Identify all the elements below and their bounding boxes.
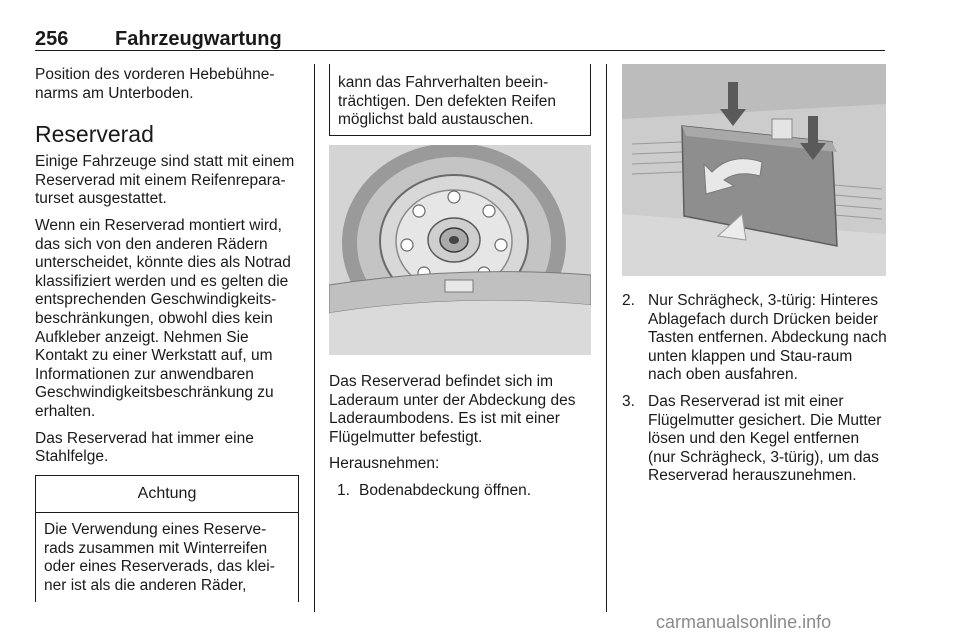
section-heading: Reserverad [35, 121, 154, 148]
warning-title: Achtung [36, 476, 298, 514]
step-number: 3. [622, 392, 635, 410]
storage-compartment-illustration [622, 64, 886, 276]
page-header [35, 28, 885, 52]
spare-wheel-illustration [329, 145, 591, 355]
column-divider-1 [314, 64, 315, 612]
column-3-text [622, 292, 888, 494]
paragraph: Einige Fahrzeuge sind statt mit einem Reserverad mit einem Reifenrepara-turset ausgestattet. [35, 153, 295, 208]
step-2 [622, 292, 888, 385]
spare-wheel-icon [329, 145, 591, 355]
watermark: carmanualsonline.info [656, 612, 832, 632]
storage-tray-icon [622, 64, 886, 276]
header-rule [35, 50, 885, 51]
paragraph: Wenn ein Reserverad montiert wird, das sich von den anderen Rädern unterscheidet, könnte dies als Notrad klassifiziert werden und es gelten die entsprechenden Geschwindigkeits-beschränkungen, obwohl dies kein Aufkleber anzeigt. Nehmen Sie Kontakt zu einer Werkstatt auf, um Informationen zur anwendbaren Geschwindigkeitsbeschränkung zu erhalten. [35, 216, 291, 420]
warning-continuation: kann das Fahrverhalten beein-trächtigen. Den defekten Reifen möglichst bald austauschen. [329, 64, 591, 136]
column-1 [35, 66, 299, 602]
step-number: 2. [622, 292, 635, 309]
step-text: Nur Schrägheck, 3-türig: Hinteres Ablagefach durch Drücken beider Tasten entfernen. Abdeckung nach unten klappen und Stau-raum nach oben ausfahren. [648, 292, 887, 384]
step-3 [622, 393, 888, 486]
column-divider-2 [606, 64, 607, 612]
paragraph: Herausnehmen: [329, 455, 440, 473]
paragraph: Das Reserverad hat immer eine Stahlfelge. [35, 429, 254, 466]
step-number: 1. [337, 481, 350, 499]
warning-text: Die Verwendung eines Reserve-rads zusammen mit Winterreifen oder eines Reserverads, das klei-ner ist als die anderen Räder, [44, 521, 275, 595]
intro-paragraph: Position des vorderen Hebebühne-narms am Unterboden. [35, 66, 275, 102]
paragraph: Das Reserverad befindet sich im Laderaum unter der Abdeckung des Laderaumbodens. Es ist mit einer Flügelmutter befestigt. [329, 373, 576, 446]
page-number: 256 [35, 28, 69, 50]
warning-box [35, 475, 299, 602]
section-title: Fahrzeugwartung [115, 28, 282, 50]
step-text: Bodenabdeckung öffnen. [359, 481, 532, 499]
step-text: Das Reserverad ist mit einer Flügelmutter gesichert. Die Mutter lösen und den Kegel entfernen (nur Schrägheck, 3-türig), um das Reserverad herauszunehmen. [648, 392, 882, 485]
step-1 [329, 482, 591, 501]
column-2-text [329, 373, 591, 501]
